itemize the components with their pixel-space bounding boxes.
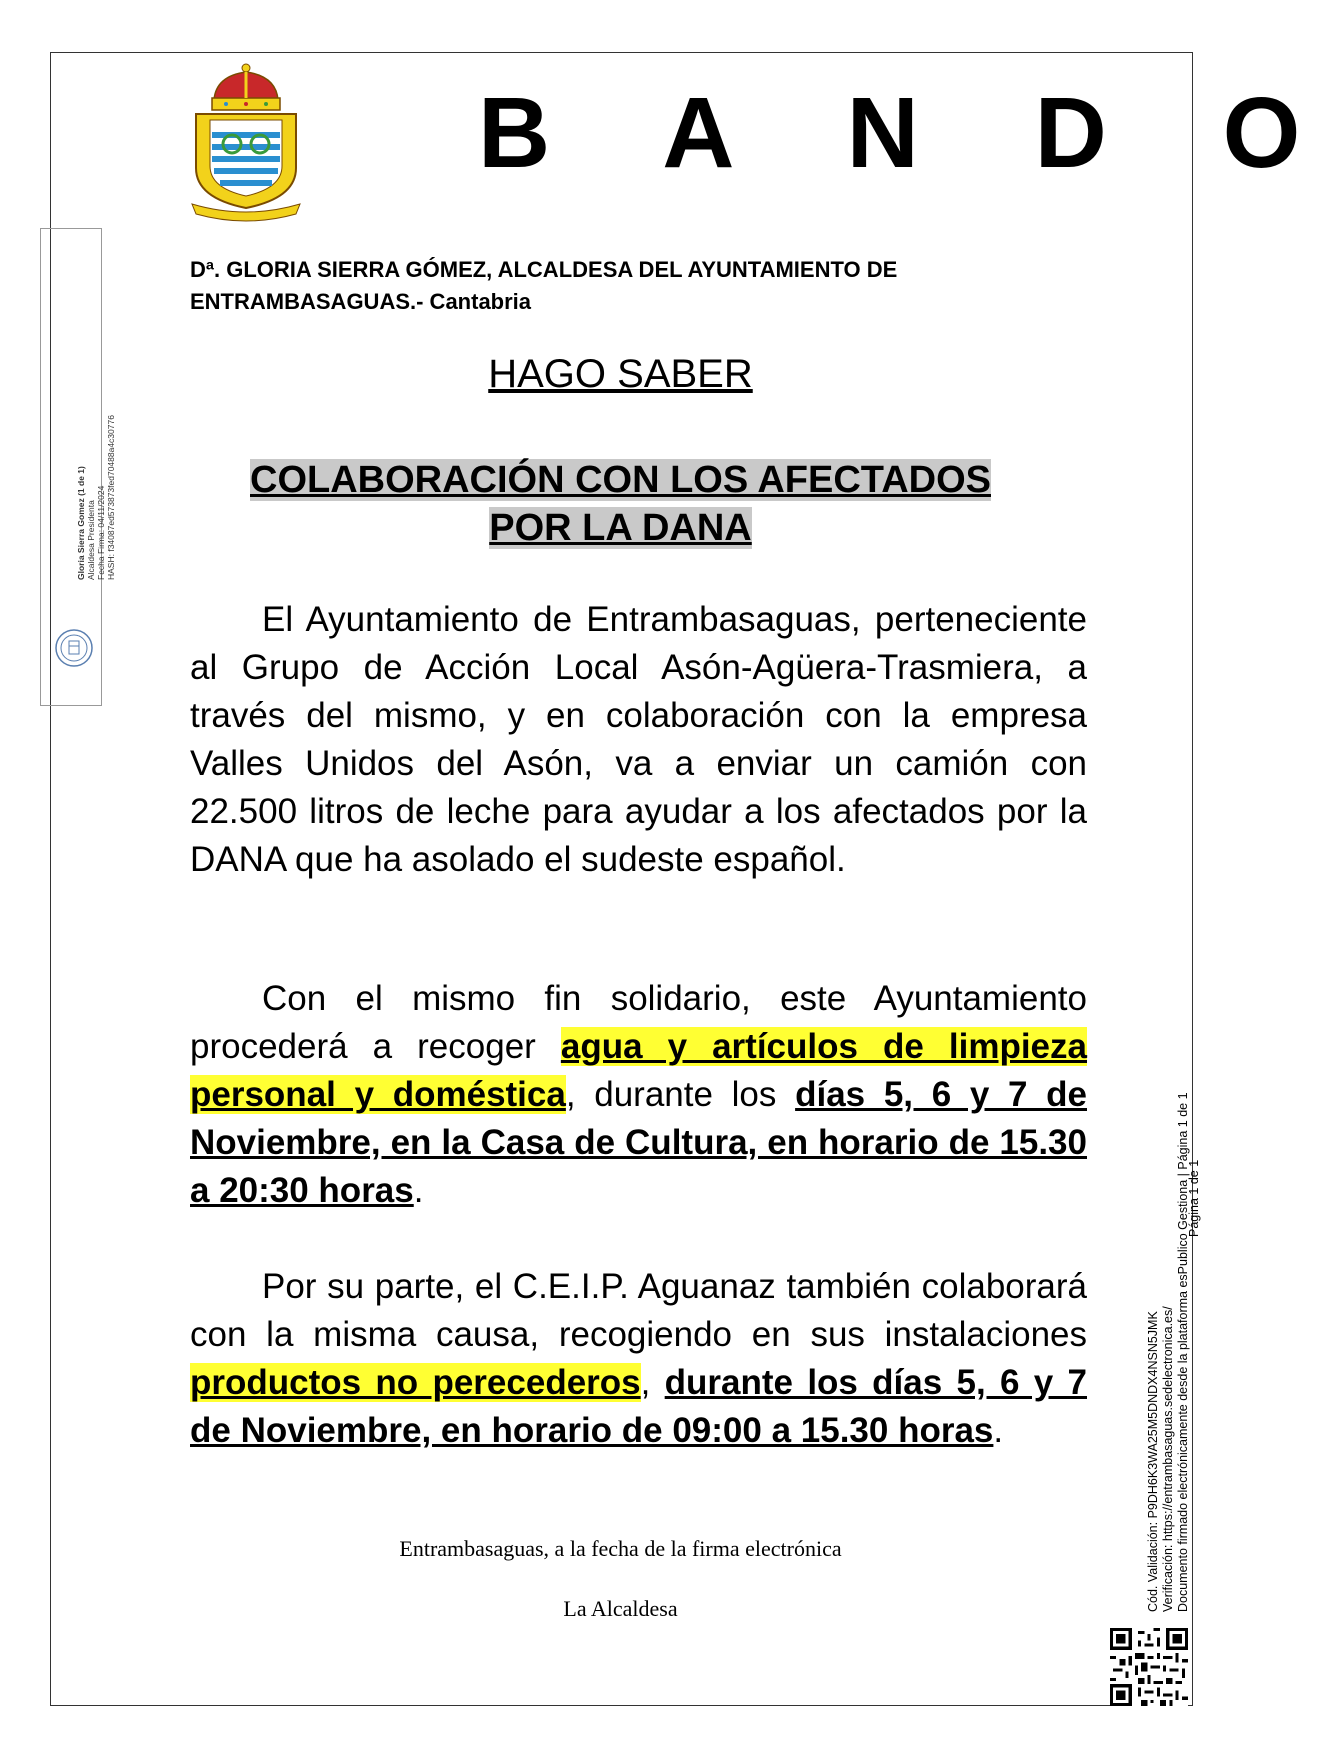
paragraph-3-text-b: , (640, 1363, 665, 1402)
coat-of-arms-icon (186, 58, 306, 218)
seal-icon (54, 628, 94, 668)
paragraph-2 (190, 975, 1087, 1215)
paragraph-2-highlight: agua y artículos de limpieza personal y doméstica (190, 1027, 1087, 1114)
signer-title: La Alcaldesa (563, 1596, 678, 1621)
validation-platform: Documento firmado electrónicamente desde la plataforma esPublico Gestiona | Página 1 de 1 (1176, 1092, 1190, 1612)
paragraph-3-text-a: Por su parte, el C.E.I.P. Aguanaz también colaborará con la misma causa, recogiendo en sus instalaciones (190, 1267, 1087, 1354)
paragraph-2-text-b: , durante los (565, 1075, 796, 1114)
paragraph-1-text: El Ayuntamiento de Entrambasaguas, perteneciente al Grupo de Acción Local Asón-Agüera-Trasmiera, a través del mismo, y en colaboración con la empresa Valles Unidos del Asón, va a enviar un camión con 22.500 litros de leche para ayudar a los afectados por la DANA que ha asolado el sudeste español. (190, 600, 1087, 879)
author-line (190, 254, 1087, 318)
qr-code-icon (1110, 1628, 1188, 1706)
validation-url: Verificación: https://entrambasaguas.sedelectronica.es/ (1161, 1306, 1175, 1612)
paragraph-3-highlight: productos no perecederos (190, 1363, 641, 1402)
paragraph-3-bold: durante los días 5, 6 y 7 de Noviembre, en horario de 09:00 a 15.30 horas (190, 1363, 1087, 1450)
paragraph-3 (190, 1263, 1087, 1455)
paragraph-2-bold: días 5, 6 y 7 de Noviembre, en la Casa de Cultura, en horario de 15.30 a 20:30 horas (190, 1075, 1087, 1210)
signature-hash: HASH: f34087ed573873fed70488a4c30776 (106, 415, 116, 580)
signature-signer: Gloria Sierra Gomez (1 de 1) (76, 466, 86, 580)
validation-code: Cód. Validación: P9DH6K3WA25M5DNDX4NSN5JMK (1146, 1311, 1160, 1612)
signature-date: Fecha Firma: 04/11/2024 (96, 485, 106, 580)
subject-heading-line-2: POR LA DANA (489, 507, 752, 549)
hago-saber-heading: HAGO SABER (488, 352, 753, 396)
author-line-1: Dª. GLORIA SIERRA GÓMEZ, ALCALDESA DEL AYUNTAMIENTO DE (190, 257, 898, 282)
subject-heading-line-1: COLABORACIÓN CON LOS AFECTADOS (250, 459, 991, 501)
page-label: Página 1 de 1 (1187, 1159, 1201, 1237)
subject-heading (0, 456, 1241, 552)
document-title: B A N D O (478, 77, 1344, 189)
paragraph-1 (190, 596, 1087, 884)
signature-role: Alcaldesa Presidenta (86, 500, 96, 580)
paragraph-2-text-a: Con el mismo fin solidario, este Ayuntamiento procederá a recoger (190, 979, 1087, 1066)
author-line-2: ENTRAMBASAGUAS.- Cantabria (190, 289, 532, 314)
signature-box-text (76, 415, 116, 580)
paragraph-2-end: . (413, 1171, 424, 1210)
crown (212, 64, 280, 110)
place-date-line: Entrambasaguas, a la fecha de la firma electrónica (399, 1536, 842, 1561)
paragraph-3-end: . (993, 1411, 1004, 1450)
validation-text (1146, 1092, 1191, 1612)
